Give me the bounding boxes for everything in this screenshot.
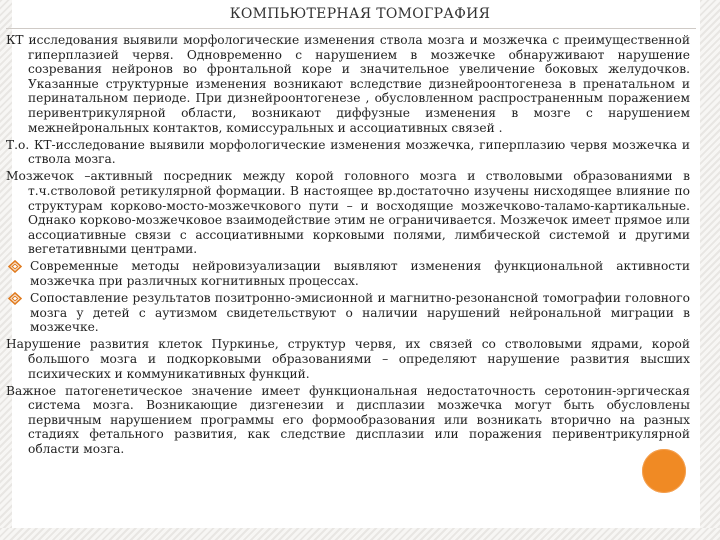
paragraph-cerebellum: Мозжечок –активный посредник между корой головного мозга и стволовыми образованиями в т.ч.стволовой ретикулярной формации. В настоящее вр.достаточно изучены нисходящее влияние по структурам корково-мосто-мозжечкового пути – и восходящие мозжечково-таламо-картикальные. Однако корково-мозжечковое взаимодействие этим не ограничивается. Мозжечок имеет прямое или ассоциативные связи с ассоциативными корковыми полями, лимбической системой и другими вегетативными центрами. bbox=[6, 169, 690, 257]
paragraph-purkinje: Нарушение развития клеток Пуркинье, структур червя, их связей со стволовыми ядрами, корой большого мозга и подкорковыми образованиями – определяют нарушение развития высших психических и коммуникативных функций. bbox=[6, 337, 690, 381]
bullet-icon bbox=[8, 260, 22, 273]
bullet-icon bbox=[8, 292, 22, 305]
bullet-item-pet-mri bbox=[6, 291, 690, 335]
title-divider bbox=[6, 28, 696, 29]
bullet-text: Сопоставление результатов позитронно-эмисионной и магнитно-резонансной томографии головного мозга у детей с аутизмом свидетельствуют о наличии нарушений нейрональной миграции в мозжечке. bbox=[30, 291, 690, 335]
bottom-texture-border bbox=[0, 528, 720, 540]
orange-circle-decoration-icon bbox=[642, 449, 686, 493]
slide-title: КОМПЬЮТЕРНАЯ ТОМОГРАФИЯ bbox=[229, 6, 491, 22]
bullet-item-neuroimaging bbox=[6, 259, 690, 288]
paragraph-ct-findings: КТ исследования выявили морфологические изменения ствола мозга и мозжечка с преимущественной гиперплазией червя. Одновременно с нарушением в мозжечке обнаруживают нарушение созревания нейронов во фронтальной коре и значительное увеличение боковых желудочков. Указанные структурные изменения возникают вследствие дизнейроонтогенеза в пренатальном и перинатальном периоде. При дизнейроонтогенезе , обусловленном распространенным поражением перивентрикулярной области, возникают диффузные изменения в мозге с нарушением межнейрональных контактов, комиссуральных и ассоциативных связей . bbox=[6, 33, 690, 135]
bullet-text: Современные методы нейровизуализации выявляют изменения функциональной активности мозжечка при различных когнитивных процессах. bbox=[30, 259, 690, 288]
right-texture-border bbox=[700, 0, 720, 540]
paragraph-serotonin: Важное патогенетическое значение имеет функциональная недостаточность серотонин-эргическая система мозга. Возникающие дизгенезии и дисплазии мозжечка могут быть обусловлены первичным нарушением программы его формообразования или возникать вторично на разных стадиях фетального развития, как следствие дисплазии или поражения перивентрикулярной области мозга. bbox=[6, 383, 690, 457]
slide-body bbox=[6, 33, 690, 459]
paragraph-summary: Т.о. КТ-исследование выявили морфологические изменения мозжечка, гиперплазию червя мозжечка и ствола мозга. bbox=[6, 137, 690, 167]
